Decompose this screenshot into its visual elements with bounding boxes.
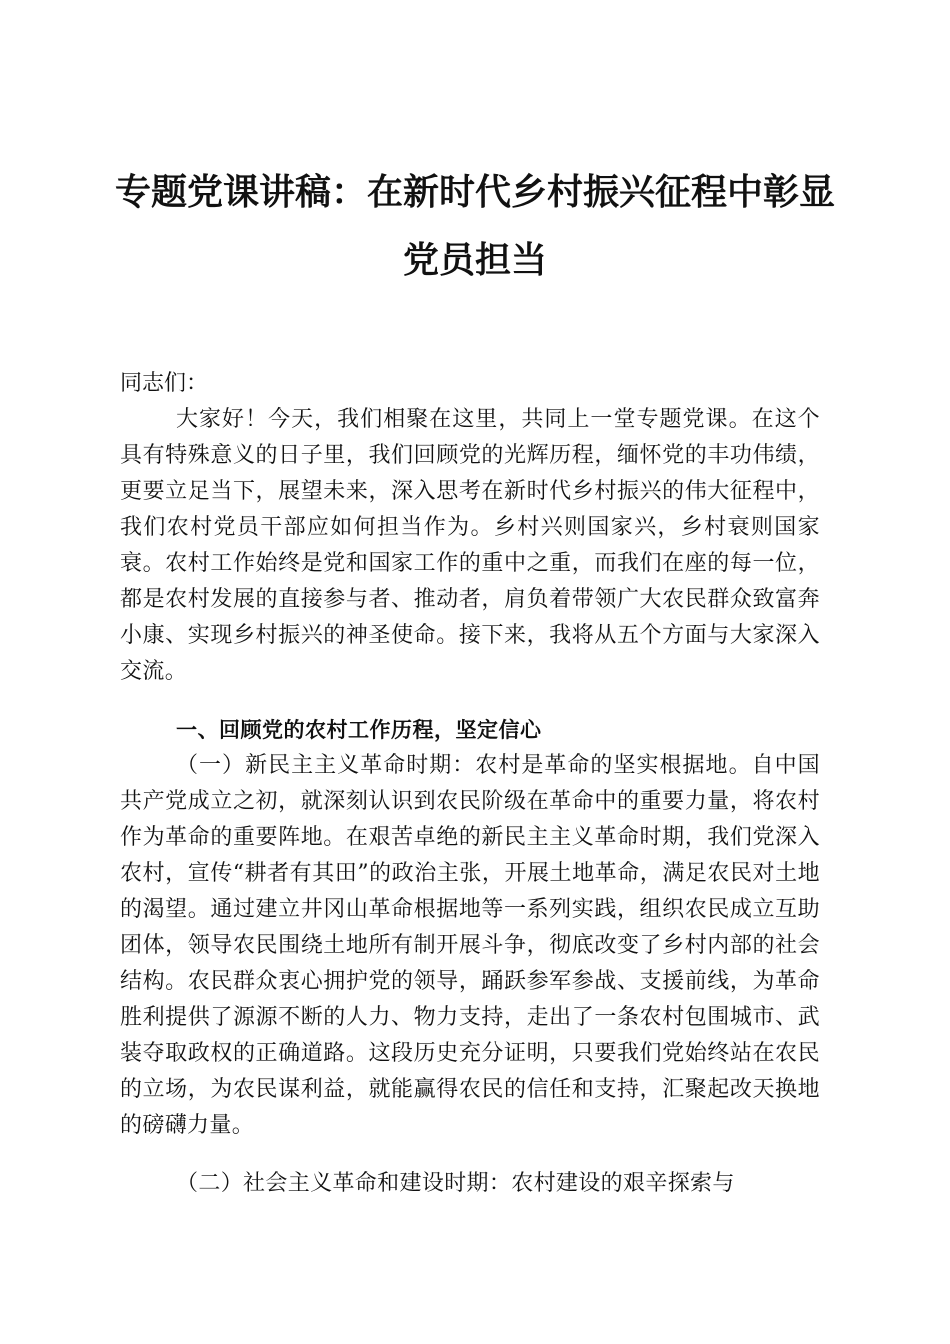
salutation: 同志们： (120, 371, 209, 396)
subsection-paragraph-2: （二）社会主义革命和建设时期：农村建设的艰辛探索与 (176, 1171, 735, 1196)
subsection-paragraph-1: （一）新民主主义革命时期：农村是革命的坚实根据地。自中国共产党成立之初，就深刻认识到农民阶级在革命中的重要力量，将农村作为革命的重要阵地。在艰苦卓绝的新民主主义革命时期，我们党深入农村，宣传“耕者有其田”的政治主张，开展土地革命，满足农民对土地的渴望。通过建立井冈山革命根据地等一系列实践，组织农民成立互助团体，领导农民围绕土地所有制开展斗争，彻底改变了乡村内部的社会结构。农民群众衷心拥护党的领导，踊跃参军参战、支援前线，为革命胜利提供了源源不断的人力、物力支持，走出了一条农村包围城市、武装夺取政权的正确道路。这段历史充分证明，只要我们党始终站在农民的立场，为农民谋利益，就能赢得农民的信任和支持，汇聚起改天换地的磅礴力量。 (120, 753, 820, 1138)
document-title-line-2: 党员担当 (402, 239, 547, 281)
opening-paragraph: 大家好！今天，我们相聚在这里，共同上一堂专题党课。在这个具有特殊意义的日子里，我们回顾党的光辉历程，缅怀党的丰功伟绩，更要立足当下，展望未来，深入思考在新时代乡村振兴的伟大征程中，我们农村党员干部应如何担当作为。乡村兴则国家兴，乡村衰则国家衰。农村工作始终是党和国家工作的重中之重，而我们在座的每一位，都是农村发展的直接参与者、推动者，肩负着带领广大农民群众致富奔小康、实现乡村振兴的神圣使命。接下来，我将从五个方面与大家深入交流。 (120, 407, 820, 684)
section-heading-1: 一、回顾党的农村工作历程，坚定信心 (176, 718, 542, 742)
document-title-line-1: 专题党课讲稿：在新时代乡村振兴征程中彰显 (114, 171, 835, 213)
